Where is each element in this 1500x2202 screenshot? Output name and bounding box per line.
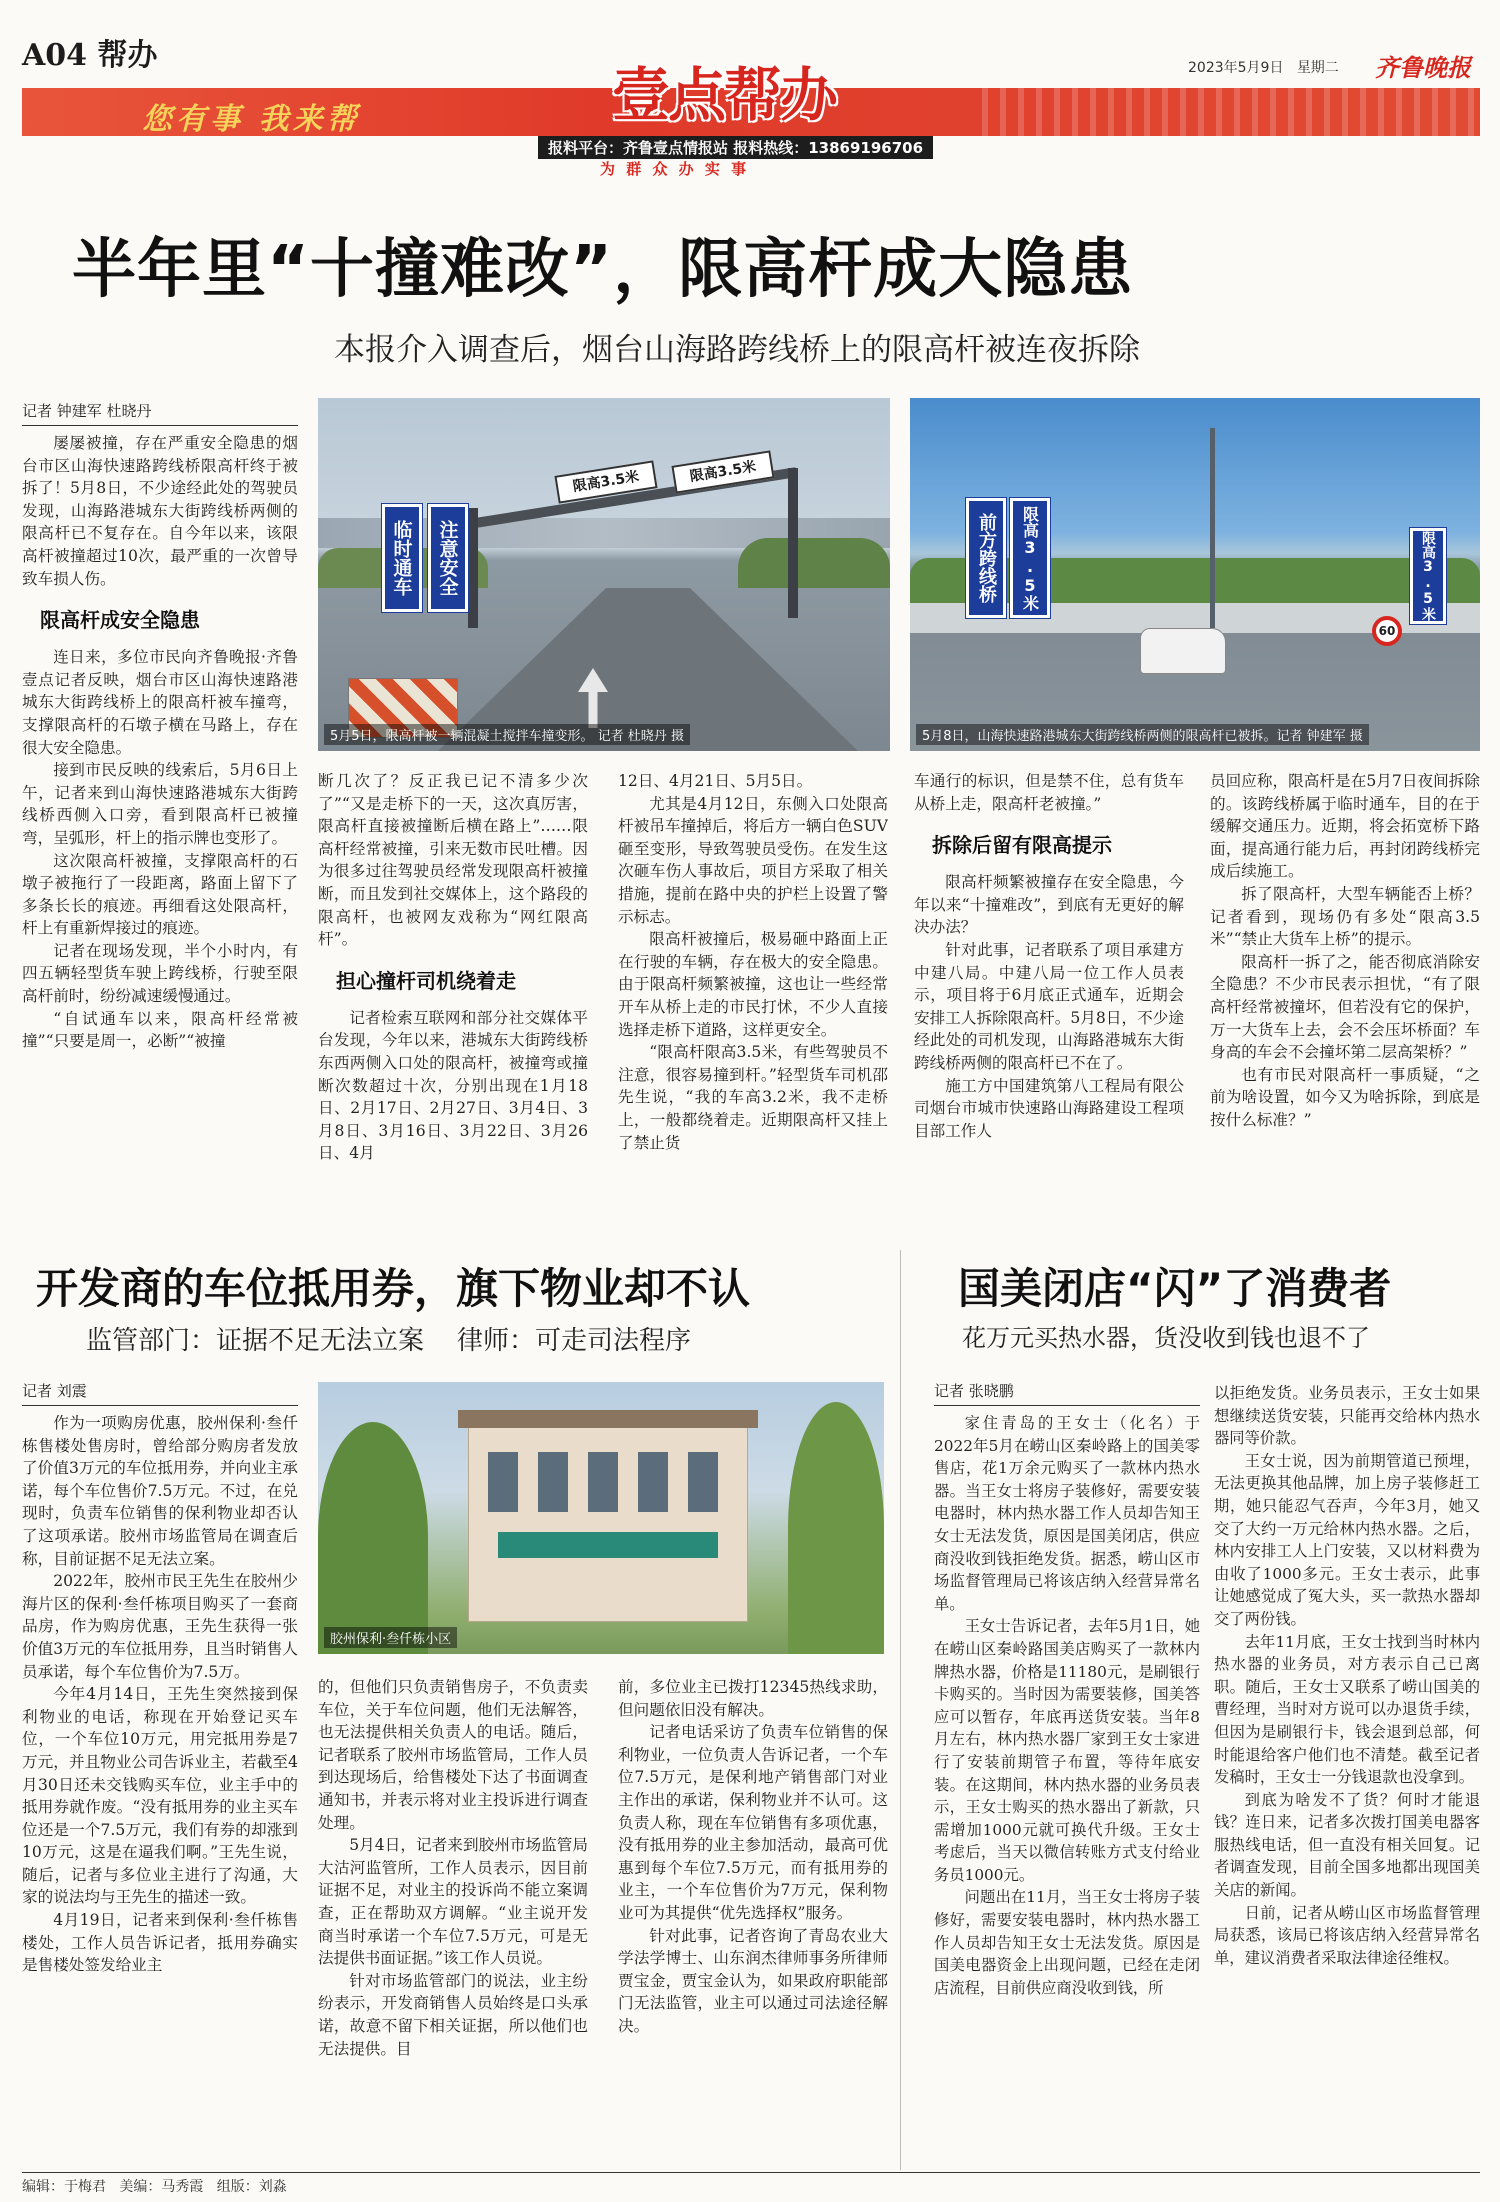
villa-roof — [458, 1410, 758, 1428]
bar-post-left — [468, 508, 478, 628]
paragraph: 家住青岛的王女士（化名）于2022年5月在崂山区秦岭路上的国美零售店，花1万余元购买了一款林内热水器。当王女士将房子装修好，需要安装电器时，林内热水器工作人员却告知王女士无法发货，原因是国美闭店，供应商没收到钱拒绝发货。据悉，崂山区市场监督管理局已将该店纳入经营异常名单。 — [934, 1414, 1200, 1613]
paragraph: 员回应称，限高杆是在5月7日夜间拆除的。该跨线桥属于临时通车，目的在于缓解交通压力。近期，将会拓宽桥下路面，提高通行能力后，再封闭跨线桥完成后续施工。 — [1210, 772, 1480, 881]
lead-photo-1 — [318, 398, 890, 751]
parking-photo-caption: 胶州保利·叁仟栋小区 — [324, 1627, 457, 1648]
tree-right — [788, 1402, 884, 1654]
speed-limit-sign: 60 — [1372, 616, 1402, 646]
banner-stripes — [982, 88, 1480, 136]
banner-slogan: 您有事 我来帮 — [142, 102, 361, 137]
paragraph: 日前，记者从崂山区市场监督管理局获悉，该局已将该店纳入经营异常名单，建议消费者采取法律途径维权。 — [1214, 1903, 1480, 1967]
paragraph: 车通行的标识，但是禁不住，总有货车从桥上走，限高杆老被撞。” — [914, 772, 1184, 813]
lead-subheadline: 本报介入调查后，烟台山海路跨线桥上的限高杆被连夜拆除 — [334, 332, 1140, 368]
tree-left — [318, 1422, 428, 1654]
gome-subheadline: 花万元买热水器，货没收到钱也退不了 — [962, 1324, 1370, 1352]
parking-col-3 — [618, 1676, 888, 2164]
paragraph: 针对此事，记者咨询了青岛农业大学法学博士、山东润杰律师事务所律师贾宝金，贾宝金认为，如果政府职能部门无法监管，业主可以通过司法途径解决。 — [618, 1926, 888, 2035]
paragraph: 记者电话采访了负责车位销售的保利物业，一位负责人告诉记者，一个车位7.5万元，是保利地产销售部门对业主作出的承诺，保利物业并不认可。这负责人称，现在车位销售有多项优惠，没有抵用券的业主参加活动，最高可优惠到每个车位7.5万元，而有抵用券的业主，一个车位售价为7万元，保利物业可为其提供“优先选择权”服务。 — [618, 1723, 888, 1922]
parking-photo — [318, 1382, 884, 1654]
footer-designer: 美编：马秀霞 — [119, 2179, 204, 2195]
section-heading: 拆除后留有限高提示 — [932, 833, 1112, 858]
parking-headline: 开发商的车位抵用券，旗下物业却不认 — [36, 1264, 751, 1313]
paragraph: 以拒绝发货。业务员表示，王女士如果想继续送货安装，只能再交给林内热水器同等价款。 — [1214, 1384, 1480, 1448]
height-sign-2: 限高3.5米 — [671, 450, 774, 493]
lead-photo-1-caption: 5月5日，限高杆被一辆混凝土搅拌车撞变形。 记者 杜晓丹 摄 — [324, 724, 690, 745]
trees-right — [738, 538, 890, 588]
bar-post-right — [788, 468, 798, 618]
limit-sign-2: 限高3.5米 — [1410, 528, 1446, 624]
parking-subheadline: 监管部门：证据不足无法立案 律师：可走司法程序 — [86, 1326, 692, 1356]
paragraph: 也有市民对限高杆一事质疑，“之前为啥设置，如今又为啥拆除，到底是按什么标准？” — [1210, 1065, 1480, 1129]
temp-traffic-sign: 临时通车 — [382, 504, 422, 612]
paragraph: 2022年，胶州市民王先生在胶州少海片区的保利·叁仟栋项目购买了一套商品房，作为购房优惠，王先生获得一张价值3万元的车位抵用券，且当时销售人员承诺，每个车位售价为7.5万。 — [22, 1572, 298, 1681]
paragraph: 王女士说，因为前期管道已预埋，无法更换其他品牌，加上房子装修赶工期，她只能忍气吞声，今年3月，她又交了大约一万元给林内热水器。之后，林内安排工人上门安装，又以材料费为由收了1000多元。王女士表示，此事让她感觉成了冤大头，买一款热水器却交了两份钱。 — [1214, 1451, 1480, 1628]
paragraph: 限高杆被撞后，极易砸中路面上正在行驶的车辆，存在极大的安全隐患。由于限高杆频繁被撞，这也让一些经常开车从桥上走的市民打怵，不少人直接选择走桥下道路，这样更安全。 — [618, 930, 888, 1039]
paragraph: 前，多位业主已拨打12345热线求助，但问题依旧没有解决。 — [618, 1678, 888, 1719]
paragraph: 拆了限高杆，大型车辆能否上桥？记者看到，现场仍有多处“限高3.5米”“禁止大货车上桥”的提示。 — [1210, 884, 1480, 949]
footer-credits — [22, 2176, 287, 2196]
lead-col-1 — [22, 432, 298, 1212]
paragraph: 针对此事，记者联系了项目承建方中建八局。中建八局一位工作人员表示，项目将于6月底正式通车，近期会安排工人拆除限高杆。5月8日，不少途经此处的司机发现，山海路港城东大街跨线桥两侧的限高杆已不在了。 — [914, 940, 1184, 1072]
paragraph: 接到市民反映的线索后，5月6日上午，记者来到山海快速路港城东大街跨线桥西侧入口旁，看到限高杆已被撞弯，呈弧形，杆上的指示牌也变形了。 — [22, 761, 298, 847]
footer-rule — [22, 2172, 1480, 2173]
hotline-line: 报料平台：齐鲁壹点情报站 报料热线：13869196706 — [538, 136, 933, 159]
page-number: A04 帮办 — [22, 38, 158, 73]
paragraph: 作为一项购房优惠，胶州保利·叁仟栋售楼处售房时，曾给部分购房者发放了价值3万元的车位抵用券，并向业主承诺，每个车位售价7.5万元。不过，在兑现时，负责车位销售的保利物业却否认了这项承诺。胶州市场监管局在调查后称，目前证据不足无法立案。 — [22, 1414, 298, 1568]
gome-col-2 — [1214, 1382, 1480, 2164]
paragraph: “自试通车以来，限高杆经常被撞”“只要是周一，必断”“被撞 — [22, 1009, 298, 1051]
date-line — [1188, 57, 1339, 77]
paragraph: 连日来，多位市民向齐鲁晚报·齐鲁壹点记者反映，烟台市区山海快速路港城东大街跨线桥上的限高杆被车撞弯，支撑限高杆的石墩子横在马路上，存在很大安全隐患。 — [22, 648, 298, 757]
paragraph: 的，但他们只负责销售房子，不负责卖车位，关于车位问题，他们无法解答，也无法提供相关负责人的电话。随后，记者联系了胶州市场监管局，工作人员到达现场后，给售楼处下达了书面调查通知书，并表示将对业主投诉进行调查处理。 — [318, 1678, 588, 1832]
limit-sign-1: 限高3.5米 — [1010, 498, 1050, 618]
paragraph: 到底为啥发不了货？何时才能退钱？连日来，记者多次拨打国美电器客服热线电话，但一直没有相关回复。记者调查发现，目前全国多地都出现国美关店的新闻。 — [1214, 1790, 1480, 1900]
paragraph: 屡屡被撞，存在严重安全隐患的烟台市区山海快速路跨线桥限高杆终于被拆了！5月8日，不少途经此处的驾驶员发现，山海路港城东大街跨线桥两侧的限高杆已不复存在。自今年以来，该限高杆被撞超过10次，最严重的一次曾导致车损人伤。 — [22, 434, 298, 588]
street-lamp — [1210, 428, 1215, 628]
lead-byline: 记者 钟建军 杜晓丹 — [22, 400, 298, 426]
lead-col-3 — [618, 770, 888, 1212]
parking-col-1 — [22, 1412, 298, 2164]
parking-col-2 — [318, 1676, 588, 2164]
footer-editor: 编辑：于梅君 — [22, 2179, 106, 2195]
lead-col-4 — [914, 770, 1184, 1212]
section-logo — [612, 44, 892, 136]
paper-name: 齐鲁晚报 — [1375, 53, 1471, 82]
issue-weekday: 星期二 — [1296, 60, 1339, 76]
lead-col-5 — [1210, 770, 1480, 1212]
villa-windows — [488, 1452, 728, 1512]
paragraph: 施工方中国建筑第八工程局有限公司烟台市城市快速路山海路建设工程项目部工作人 — [914, 1076, 1184, 1140]
issue-date: 2023年5月9日 — [1188, 60, 1284, 76]
footer-proof: 组版：刘淼 — [216, 2179, 287, 2195]
paragraph: 针对市场监管部门的说法，业主纷纷表示，开发商销售人员始终是口头承诺，故意不留下相关证据，所以他们也无法提供。目 — [318, 1971, 588, 2058]
ahead-bridge-sign: 前方跨线桥 — [966, 498, 1006, 618]
gome-byline: 记者 张晓鹏 — [934, 1380, 1200, 1406]
paragraph: 限高杆一拆了之，能否彻底消除安全隐患？不少市民表示担忧，“有了限高杆经常被撞坏，但若没有它的保护，万一大货车上去，会不会压坏桥面？车身高的车会不会撞坏第二层高架桥？” — [1210, 952, 1480, 1062]
parking-byline: 记者 刘震 — [22, 1380, 298, 1406]
paragraph: 记者在现场发现，半个小时内，有四五辆轻型货车驶上跨线桥，行驶至限高杆前时，纷纷减速缓慢通过。 — [22, 941, 298, 1006]
paragraph: 今年4月14日，王先生突然接到保利物业的电话，称现在开始登记买车位，一个车位10万元，用完抵用券是7万元，并且物业公司告诉业主，若截至4月30日还未交钱购买车位，业主手中的抵用券就作废。“没有抵用券的业主买车位还是一个7.5万元，我们有券的却涨到10万元，这是在逼我们啊。”王先生说，随后，记者与多位业主进行了沟通，大家的说法均与王先生的描述一致。 — [22, 1685, 298, 1907]
paragraph: 5月4日，记者来到胶州市场监管局大沽河监管所，工作人员表示，因目前证据不足，对业主的投诉尚不能立案调查，正在帮助双方调解。“业主说开发商当时承诺一个车位7.5万元，可是无法提供书面证据。”该工作人员说。 — [318, 1836, 588, 1968]
white-suv — [1140, 628, 1226, 674]
paragraph: 王女士告诉记者，去年5月1日，她在崂山区秦岭路国美店购买了一款林内牌热水器，价格是11180元，是刷银行卡购买的。当时因为需要装修，国美答应可以暂存，年底再送货安装。当年8月左右，林内热水器厂家到王女士家进行了安装前期管子布置，等待年底安装。在这期间，林内热水器的业务员表示，王女士购买的热水器出了新款，只需增加1000元就可换代升级。王女士考虑后，当天以微信转账方式支付给业务员1000元。 — [934, 1617, 1200, 1884]
section-heading: 担心撞杆司机绕着走 — [336, 968, 516, 993]
section-heading: 限高杆成安全隐患 — [40, 608, 200, 633]
motto: 为 群 众 办 实 事 — [600, 160, 750, 178]
paragraph: 限高杆频繁被撞存在安全隐患，今年以来“十撞难改”，到底有无更好的解决办法？ — [914, 873, 1184, 937]
paragraph: 这次限高杆被撞，支撑限高杆的石墩子被拖行了一段距离，路面上留下了多条长长的痕迹。再细看这处限高杆，杆上有重新焊接过的痕迹。 — [22, 851, 298, 938]
villa-awning — [498, 1532, 718, 1558]
paragraph: 12日、4月21日、5月5日。 — [618, 772, 813, 790]
logo-text: 壹点帮办 — [612, 61, 837, 129]
paragraph: 记者检索互联网和部分社交媒体平台发现，今年以来，港城东大街跨线桥东西两侧入口处的限高杆，被撞弯或撞断次数超过十次，分别出现在1月18日、2月17日、2月27日、3月4日、3月8日、3月16日、3月22日、3月26日、4月 — [318, 1008, 588, 1163]
paragraph: 去年11月底，王女士找到当时林内热水器的业务员，对方表示自己已离职。随后，王女士又联系了崂山国美的曹经理，当时对方说可以办退货手续，但因为是刷银行卡，钱会退到总部，何时能退给客户他们也不清楚。截至记者发稿时，王女士一分钱退款也没拿到。 — [1214, 1632, 1480, 1787]
caution-sign: 注意安全 — [428, 504, 468, 612]
paragraph: 断几次了？反正我已记不清多少次了”“又是走桥下的一天，这次真厉害，限高杆直接被撞断后横在路上”……限高杆经常被撞，引来无数市民吐槽。因为很多过往驾驶员经常发现限高杆被撞断，而且发到社交媒体上，这个路段的限高杆，也被网友戏称为“网红限高杆”。 — [318, 772, 588, 949]
gome-headline: 国美闭店“闪”了消费者 — [958, 1264, 1392, 1313]
lead-photo-2-caption: 5月8日，山海快速路港城东大街跨线桥两侧的限高杆已被拆。记者 钟建军 摄 — [916, 724, 1369, 745]
paragraph: 尤其是4月12日，东侧入口处限高杆被吊车撞掉后，将后方一辆白色SUV砸至变形，导致驾驶员受伤。在发生这次砸车伤人事故后，项目方采取了相关措施，提前在路中央的护栏上设置了警示标志。 — [618, 794, 888, 926]
paragraph: “限高杆限高3.5米，有些驾驶员不注意，很容易撞到杆。”轻型货车司机邵先生说，“我的车高3.2米，我不走桥上，一般都绕着走。近期限高杆又挂上了禁止货 — [618, 1043, 888, 1152]
height-sign-1: 限高3.5米 — [554, 460, 657, 503]
lead-headline: 半年里“十撞难改”，限高杆成大隐患 — [72, 233, 1134, 307]
story-divider — [900, 1250, 901, 2170]
paragraph: 问题出在11月，当王女士将房子装修好，需要安装电器时，林内热水器工作人员却告知王女士无法发货。原因是国美电器资金上出现问题，已经在走闭店流程，目前供应商没收到钱，所 — [934, 1888, 1200, 1997]
gome-col-1 — [934, 1412, 1200, 2164]
paragraph: 4月19日，记者来到保利·叁仟栋售楼处，工作人员告诉记者，抵用券确实是售楼处签发给业主 — [22, 1911, 298, 1975]
lead-col-2 — [318, 770, 588, 1212]
lead-photo-2 — [910, 398, 1480, 751]
